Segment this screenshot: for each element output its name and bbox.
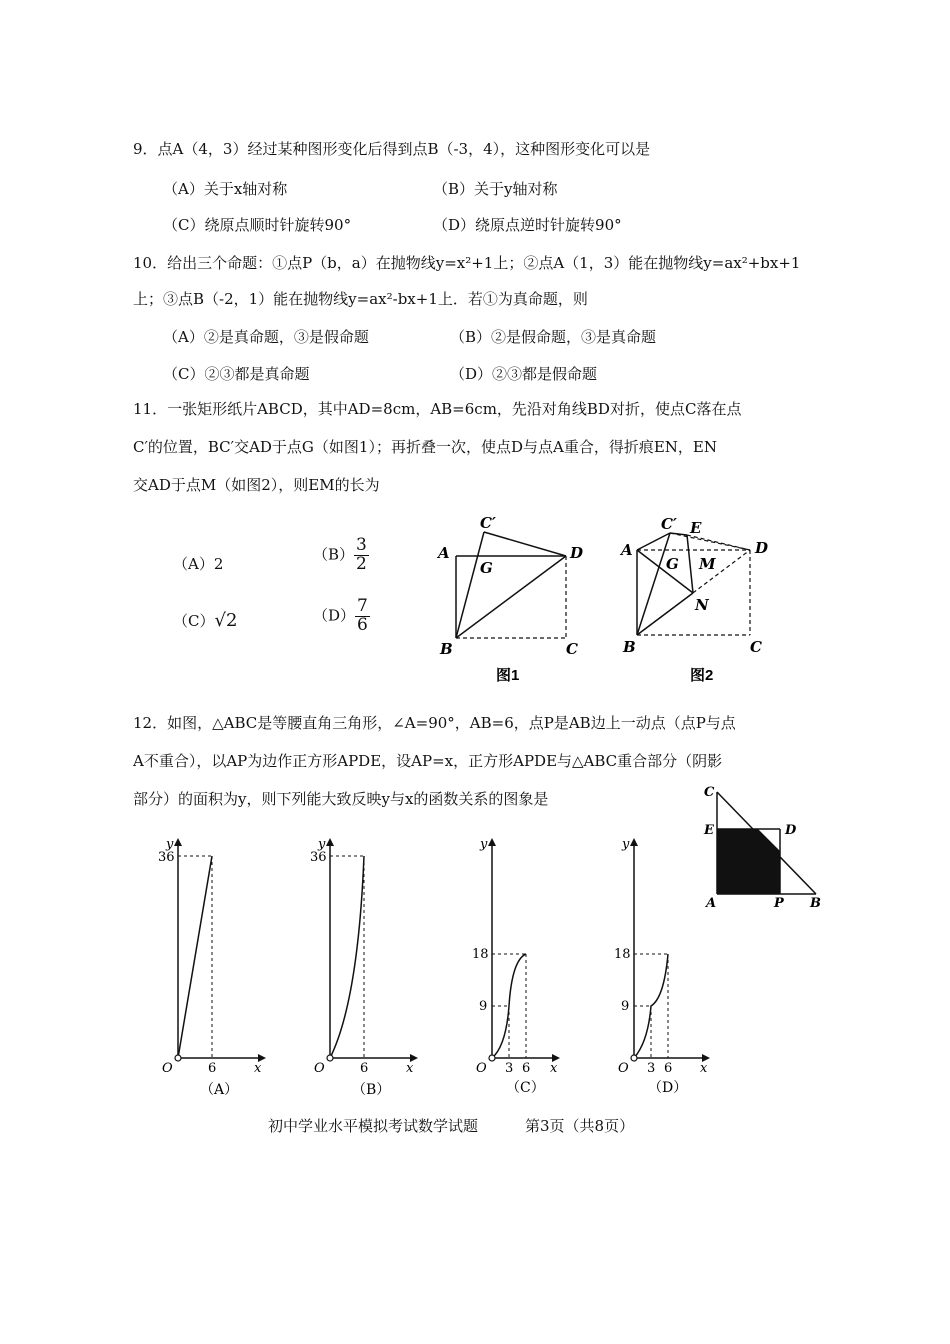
- fig2-point-b: B: [623, 638, 636, 656]
- fig2-point-c-prime: C′: [661, 515, 677, 533]
- graph-b-caption: （B）: [352, 1082, 391, 1098]
- q11-option-c: [173, 610, 237, 631]
- q11-figure-1: [430, 510, 600, 690]
- graph-b-y-tick: 36: [310, 850, 327, 865]
- q12-point-e: E: [704, 823, 714, 838]
- fig1-point-c-prime: C′: [480, 514, 496, 532]
- fraction-denominator: 6: [357, 614, 368, 635]
- q9-option-a: （A）关于x轴对称: [163, 180, 288, 198]
- graph-d-y-tick-18: 18: [614, 947, 631, 962]
- graph-d-origin: O: [618, 1061, 629, 1076]
- q10-stem-line1: 10．给出三个命题：①点P（b，a）在抛物线y=x²+1上；②点A（1，3）能在抛物线y=ax²+bx+1: [133, 254, 801, 272]
- graph-c-y-tick-9: 9: [479, 999, 488, 1014]
- q12-point-d: D: [785, 823, 797, 838]
- fig1-point-b: B: [440, 640, 453, 658]
- q11-option-d-fraction: [355, 598, 370, 635]
- graph-c-y-tick-18: 18: [472, 947, 489, 962]
- q12-graph-a: [148, 832, 268, 1102]
- q9-option-b: （B）关于y轴对称: [433, 180, 558, 198]
- q10-option-b: （B）②是假命题，③是真命题: [450, 328, 657, 346]
- fig1-point-a: A: [438, 544, 450, 562]
- graph-a-y-label: y: [166, 837, 174, 852]
- fig2-point-n: N: [695, 596, 709, 614]
- fig2-point-a: A: [621, 541, 633, 559]
- graph-d-caption: （D）: [648, 1080, 688, 1096]
- q12-graph-d: [604, 832, 724, 1102]
- q11-stem-line3: 交AD于点M（如图2），则EM的长为: [133, 476, 380, 494]
- q9-stem: 9．点A（4，3）经过某种图形变化后得到点B（-3，4），这种图形变化可以是: [133, 140, 651, 158]
- fig1-caption: 图1: [496, 667, 520, 684]
- q11-option-d-label: （D）: [313, 606, 356, 625]
- q12-point-p: P: [774, 896, 784, 911]
- q11-option-a-value: 2: [213, 555, 224, 573]
- q10-option-d: （D）②③都是假命题: [450, 365, 598, 383]
- graph-a-x-tick: 6: [208, 1061, 217, 1076]
- graph-a-caption: （A）: [200, 1082, 239, 1098]
- q12-graph-c: [462, 832, 582, 1102]
- graph-c-y-label: y: [480, 837, 488, 852]
- q11-stem-line1: 11．一张矩形纸片ABCD，其中AD=8cm，AB=6cm，先沿对角线BD对折，使点C落在点: [133, 400, 742, 418]
- fig1-point-g: G: [480, 559, 493, 577]
- graph-d-x-tick-3: 3: [647, 1061, 656, 1076]
- graph-d-y-label: y: [622, 837, 630, 852]
- q12-stem-line1: 12．如图，△ABC是等腰直角三角形，∠A=90°，AB=6，点P是AB边上一动点（点P与点: [133, 714, 736, 732]
- graph-c-origin: O: [476, 1061, 487, 1076]
- fraction-denominator: 2: [356, 553, 367, 574]
- q11-option-b-fraction: [354, 537, 369, 574]
- q12-stem-line2: A不重合），以AP为边作正方形APDE，设AP=x，正方形APDE与△ABC重合部分（阴影: [133, 752, 723, 770]
- q11-option-a-label: （A）: [173, 555, 214, 573]
- fig1-point-c: C: [566, 640, 578, 658]
- q9-option-d: （D）绕原点逆时针旋转90°: [433, 216, 622, 234]
- graph-a-origin: O: [162, 1061, 173, 1076]
- fig2-point-c: C: [750, 638, 762, 656]
- q12-graph-b: [300, 832, 420, 1102]
- graph-b-y-label: y: [318, 837, 326, 852]
- fraction-numerator: 3: [356, 535, 367, 555]
- q12-point-b: B: [810, 896, 821, 911]
- q11-option-a: [173, 553, 223, 574]
- q11-option-c-label: （C）: [173, 612, 215, 630]
- graph-c-x-tick-3: 3: [505, 1061, 514, 1076]
- graph-d-x-label: x: [700, 1061, 708, 1076]
- q12-stem-line3: 部分）的面积为y，则下列能大致反映y与x的函数关系的图象是: [133, 790, 549, 808]
- q11-option-c-value: √2: [214, 610, 238, 631]
- q11-figure-2: [615, 505, 780, 690]
- footer-page-number: 第3页（共8页）: [525, 1117, 635, 1135]
- graph-b-origin: O: [314, 1061, 325, 1076]
- fig2-caption: 图2: [690, 667, 714, 684]
- q11-option-b-label: （B）: [313, 545, 355, 564]
- q10-stem-line2: 上；③点B（-2，1）能在抛物线y=ax²-bx+1上．若①为真命题，则: [133, 290, 588, 308]
- graph-a-x-label: x: [254, 1061, 262, 1076]
- q10-option-c: （C）②③都是真命题: [163, 365, 310, 383]
- fraction-numerator: 7: [357, 596, 368, 616]
- fig1-point-d: D: [570, 544, 584, 562]
- fig2-point-g: G: [666, 555, 679, 573]
- graph-b-x-tick: 6: [360, 1061, 369, 1076]
- graph-d-x-tick-6: 6: [664, 1061, 673, 1076]
- q11-stem-line2: C′的位置，BC′交AD于点G（如图1）；再折叠一次，使点D与点A重合，得折痕EN，EN: [133, 438, 717, 456]
- fig2-point-m: M: [699, 555, 716, 573]
- q9-option-c: （C）绕原点顺时针旋转90°: [163, 216, 352, 234]
- fig2-point-e: E: [690, 519, 702, 537]
- q12-point-a: A: [706, 896, 717, 911]
- graph-b-x-label: x: [406, 1061, 414, 1076]
- graph-a-y-tick: 36: [158, 850, 175, 865]
- q10-option-a: （A）②是真命题，③是假命题: [163, 328, 369, 346]
- q11-option-d: [313, 598, 370, 635]
- graph-c-x-tick-6: 6: [522, 1061, 531, 1076]
- q12-point-c: C: [704, 785, 715, 800]
- graph-c-caption: （C）: [506, 1080, 545, 1096]
- graph-d-y-tick-9: 9: [621, 999, 630, 1014]
- fig2-point-d: D: [755, 539, 769, 557]
- q11-option-b: [313, 537, 369, 574]
- footer-title: 初中学业水平模拟考试数学试题: [268, 1117, 479, 1135]
- graph-c-x-label: x: [550, 1061, 558, 1076]
